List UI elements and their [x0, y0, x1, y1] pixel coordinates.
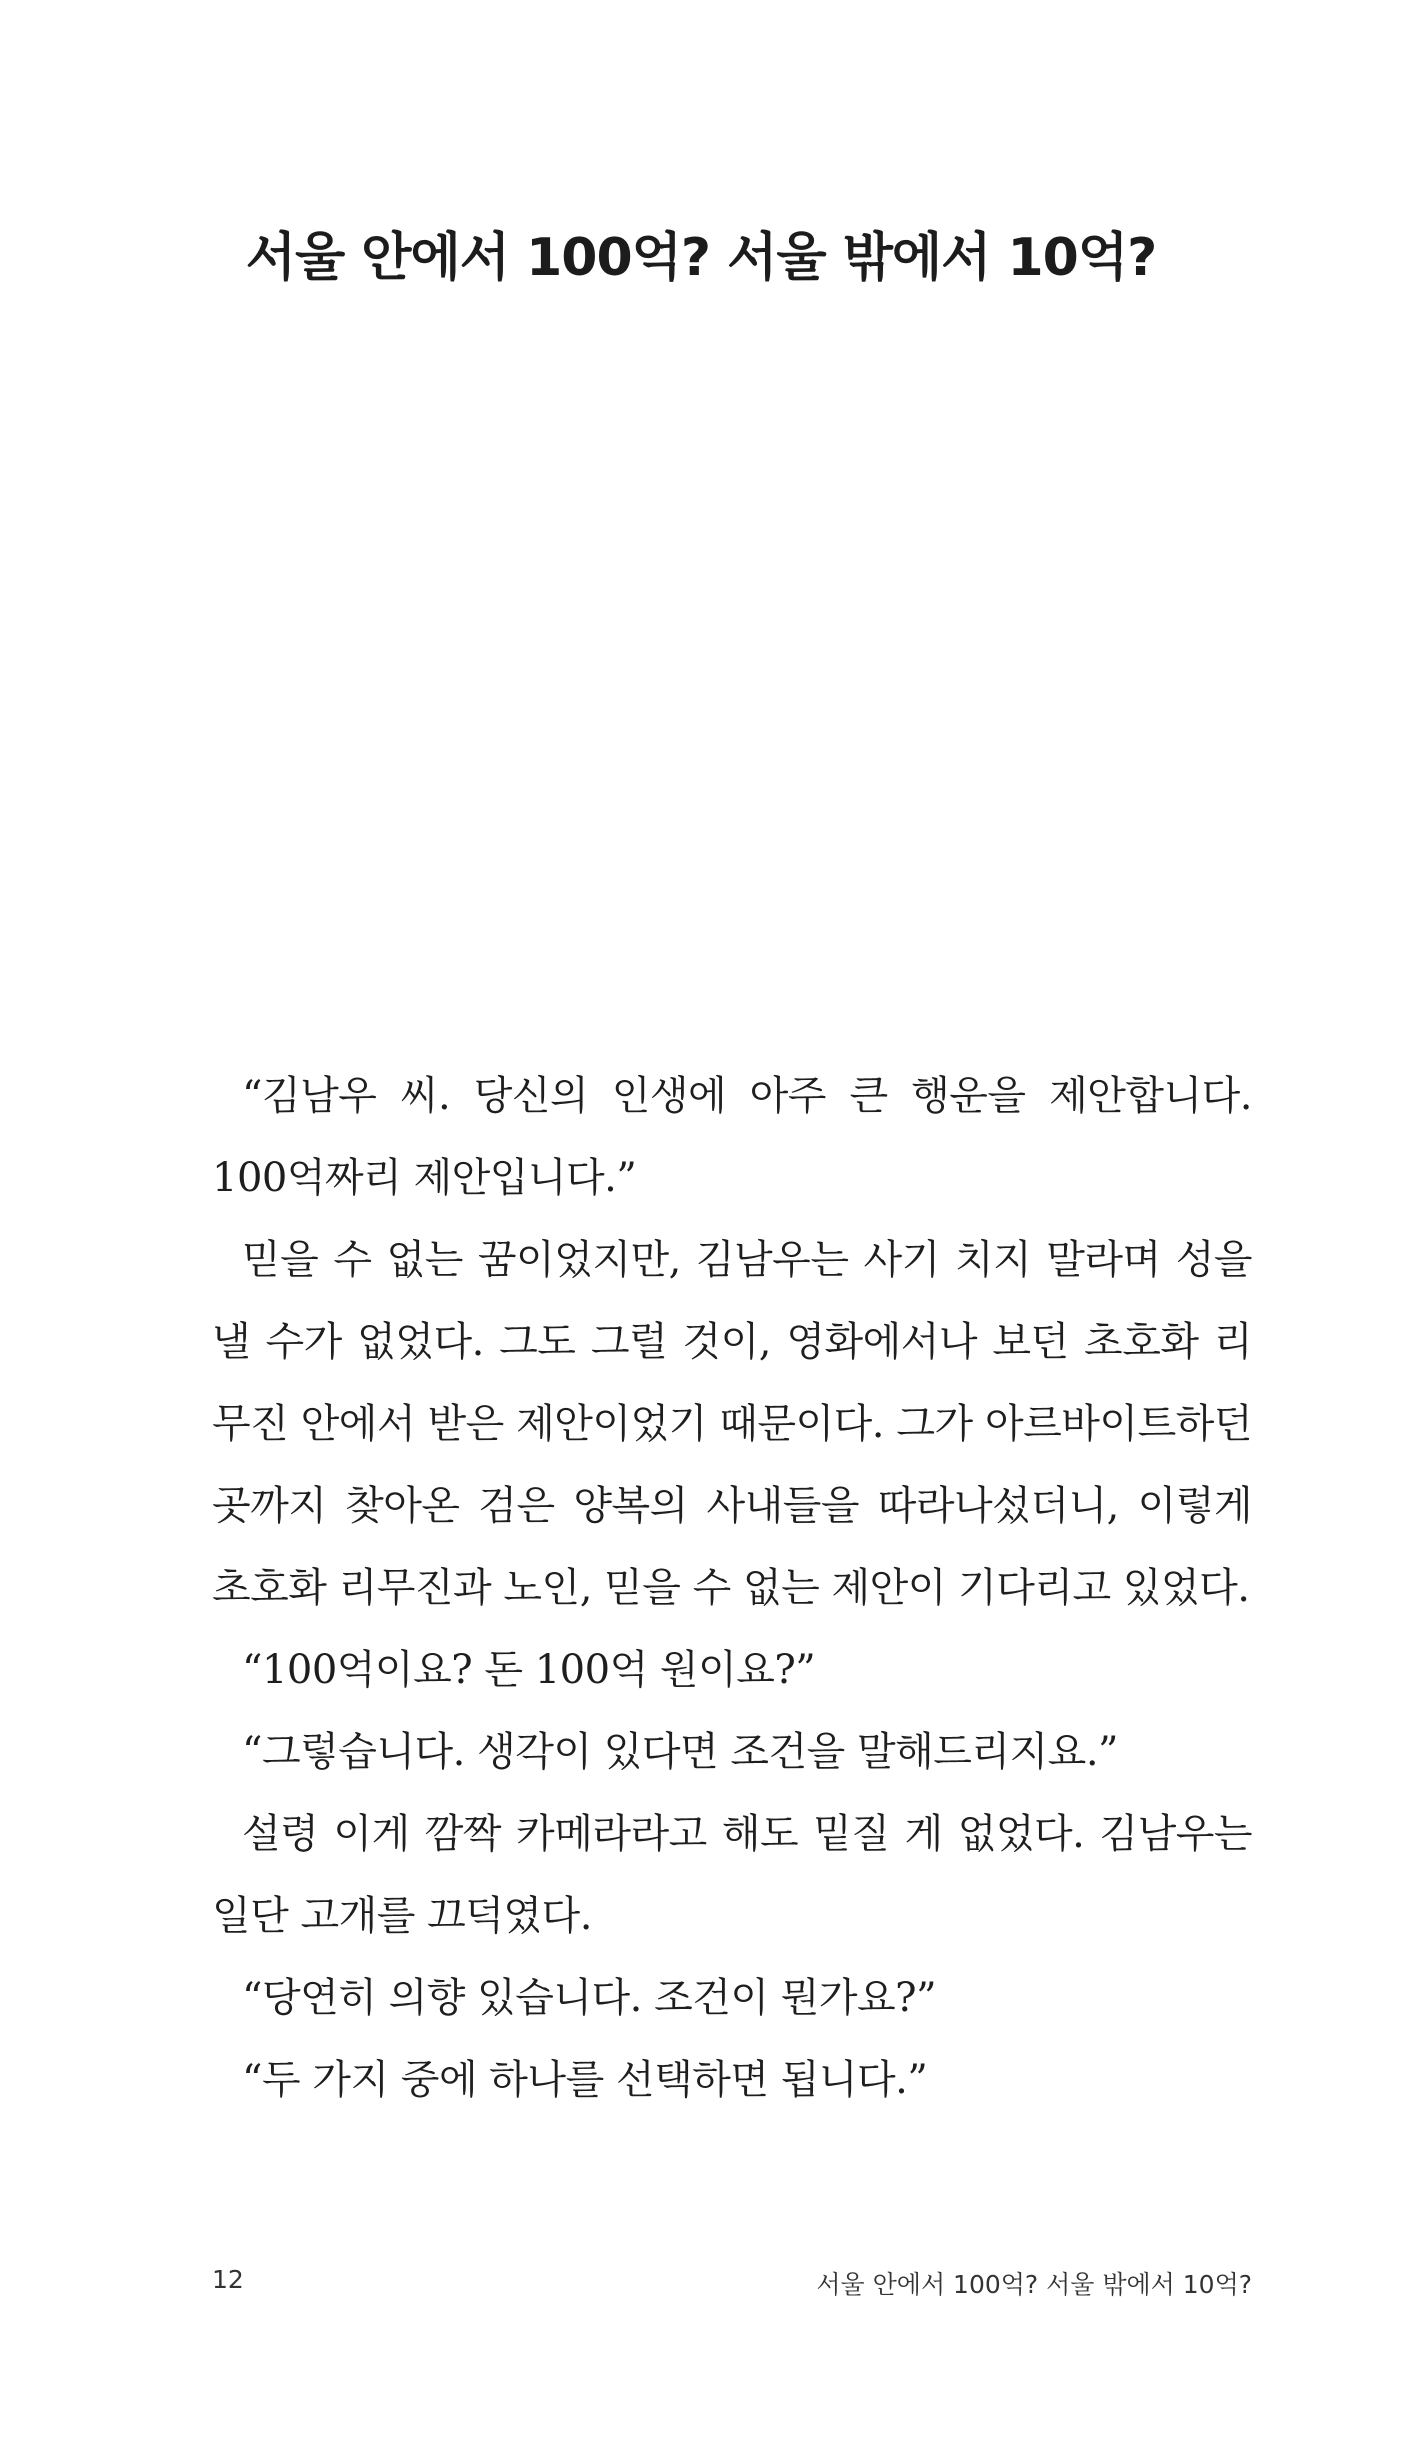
paragraph: “김남우 씨. 당신의 인생에 아주 큰 행운을 제안합니다. 100억짜리 제안입니다.”	[212, 1073, 1252, 1201]
paragraph: 믿을 수 없는 꿈이었지만, 김남우는 사기 치지 말라며 성을 낼 수가 없었다. 그도 그럴 것이, 영화에서나 보던 초호화 리무진 안에서 받은 제안이었기 때문이다. 그가 아르바이트하던 곳까지 찾아온 검은 양복의 사내들을 따라나섰더니, 이렇게 초호화 리무진과 노인, 믿을 수 없는 제안이 기다리고 있었다.	[212, 1237, 1252, 1611]
paragraph: “두 가지 중에 하나를 선택하면 됩니다.”	[242, 2057, 928, 2103]
body-text	[212, 1055, 1252, 2121]
paragraph: “당연히 의향 있습니다. 조건이 뭔가요?”	[242, 1975, 937, 2021]
chapter-title: 서울 안에서 100억? 서울 밖에서 10억?	[245, 228, 1157, 288]
paragraph: 설령 이게 깜짝 카메라라고 해도 밑질 게 없었다. 김남우는 일단 고개를 끄덕였다.	[212, 1811, 1252, 1939]
running-head: 서울 안에서 100억? 서울 밖에서 10억?	[816, 2270, 1252, 2299]
paragraph: “그렇습니다. 생각이 있다면 조건을 말해드리지요.”	[242, 1729, 1118, 1775]
paragraph: “100억이요? 돈 100억 원이요?”	[242, 1647, 816, 1693]
page-number: 12	[212, 2265, 244, 2294]
